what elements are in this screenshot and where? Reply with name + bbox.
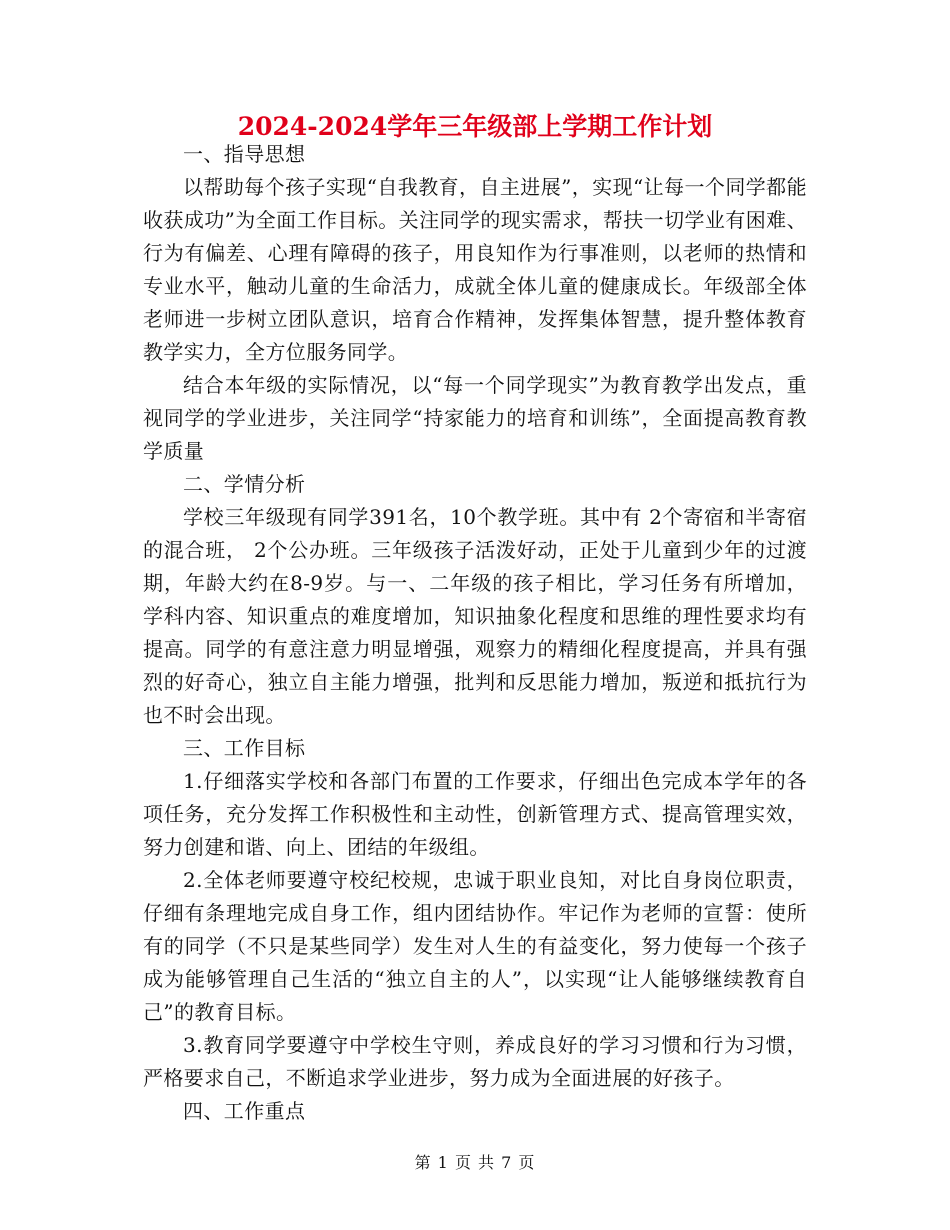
section-heading-work-focus: 四、工作重点 [183, 1099, 306, 1123]
page-footer: 第 1 页 共 7 页 [414, 1153, 536, 1172]
section-heading-work-goals: 三、工作目标 [183, 736, 306, 760]
section-heading-guiding-ideology: 一、指导思想 [183, 142, 306, 166]
paragraph: 1.仔细落实学校和各部门布置的工作要求，仔细出色完成本学年的各项任务，充分发挥工作积极性和主动性，创新管理方式、提高管理实效，努力创建和谐、向上、团结的年级组。 [143, 769, 807, 859]
paragraph: 3.教育同学要遵守中学校生守则，养成良好的学习习惯和行为习惯，严格要求自己，不断追求学业进步，努力成为全面进展的好孩子。 [143, 1033, 807, 1090]
paragraph: 以帮助每个孩子实现“自我教育，自主进展”，实现“让每一个同学都能收获成功”为全面工作目标。关注同学的现实需求，帮扶一切学业有困难、行为有偏差、心理有障碍的孩子，用良知作为行事准则，以老师的热情和专业水平，触动儿童的生命活力，成就全体儿童的健康成长。年级部全体老师进一步树立团队意识，培育合作精神，发挥集体智慧，提升整体教育教学实力，全方位服务同学。 [143, 175, 807, 364]
section-heading-learning-analysis: 二、学情分析 [183, 472, 306, 496]
document-title: 2024-2024学年三年级部上学期工作计划 [237, 112, 713, 141]
paragraph: 2.全体老师要遵守校纪校规，忠诚于职业良知，对比自身岗位职责，仔细有条理地完成自身工作，组内团结协作。牢记作为老师的宣誓：使所有的同学（不只是某些同学）发生对人生的有益变化，努力使每一个孩子成为能够管理自己生活的“独立自主的人”，以实现“让人能够继续教育自己”的教育目标。 [143, 868, 807, 1024]
document-body [143, 138, 807, 1128]
paragraph: 结合本年级的实际情况，以“每一个同学现实”为教育教学出发点，重视同学的学业进步，关注同学“持家能力的培育和训练”，全面提高教育教学质量 [143, 373, 807, 463]
paragraph: 学校三年级现有同学391名，10个教学班。其中有 2个寄宿和半寄宿的混合班， 2个公办班。三年级孩子活泼好动，正处于儿童到少年的过渡期，年龄大约在8-9岁。与一、二年级的孩子相比，学习任务有所增加，学科内容、知识重点的难度增加，知识抽象化程度和思维的理性要求均有提高。同学的有意注意力明显增强，观察力的精细化程度提高，并具有强烈的好奇心，独立自主能力增强，批判和反思能力增加，叛逆和抵抗行为也不时会出现。 [143, 505, 807, 727]
